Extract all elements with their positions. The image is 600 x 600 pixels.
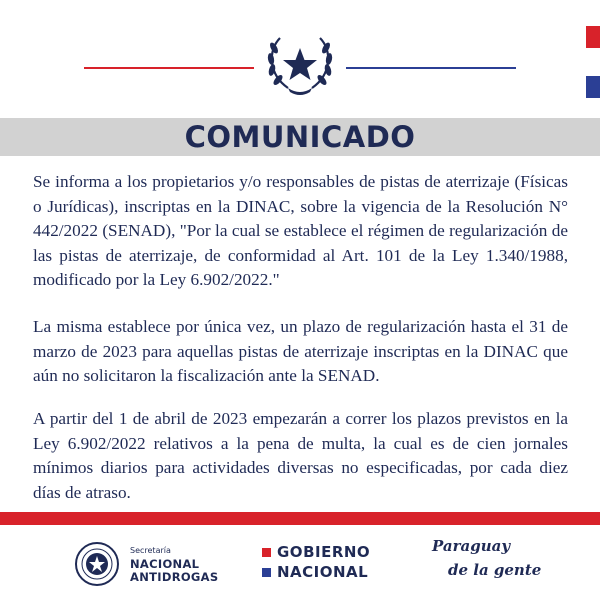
page-title: COMUNICADO bbox=[184, 120, 416, 154]
gov-square-blue bbox=[262, 568, 271, 577]
secretaria-nacional: NACIONAL bbox=[130, 557, 200, 571]
flag-accent-blue bbox=[586, 76, 600, 98]
header-line-blue bbox=[346, 67, 516, 69]
gov-square-red bbox=[262, 548, 271, 557]
slogan-de-la-gente: de la gente bbox=[448, 561, 542, 579]
slogan-paraguay: Paraguay bbox=[432, 537, 511, 555]
secretaria-label: Secretaría bbox=[130, 546, 171, 555]
paragraph-3: A partir del 1 de abril de 2023 empezarán a correr los plazos previstos en la Ley 6.902/2022 relativos a la pena de multa, la cual es de cien jornales mínimos diarios para actividades diversas no especificadas, por cada diez días de atraso. bbox=[33, 409, 568, 502]
gobierno-label: GOBIERNO bbox=[277, 543, 371, 561]
star-laurel-emblem-icon bbox=[260, 28, 340, 100]
paragraph-2: La misma establece por única vez, un plazo de regularización hasta el 31 de marzo de 2023 para aquellas pistas de aterrizaje inscriptas en la DINAC que aún no solicitaron la fiscalización ante la SENAD. bbox=[33, 317, 568, 385]
nacional-label: NACIONAL bbox=[277, 563, 369, 581]
flag-accent-red bbox=[586, 26, 600, 48]
senad-seal-icon bbox=[74, 541, 120, 587]
header-line-red bbox=[84, 67, 254, 69]
secretaria-antidrogas: ANTIDROGAS bbox=[130, 570, 219, 584]
red-stripe bbox=[0, 512, 600, 525]
paragraph-1: Se informa a los propietarios y/o responsables de pistas de aterrizaje (Físicas o Jurídicas), inscriptas en la DINAC, sobre la vigencia de la Resolución N° 442/2022 (SENAD), "Por la cual se establece el régimen de regularización de las pistas de aterrizaje, de conformidad al Art. 101 de la Ley 1.340/1988, modificado por la Ley 6.902/2022." bbox=[33, 172, 568, 289]
